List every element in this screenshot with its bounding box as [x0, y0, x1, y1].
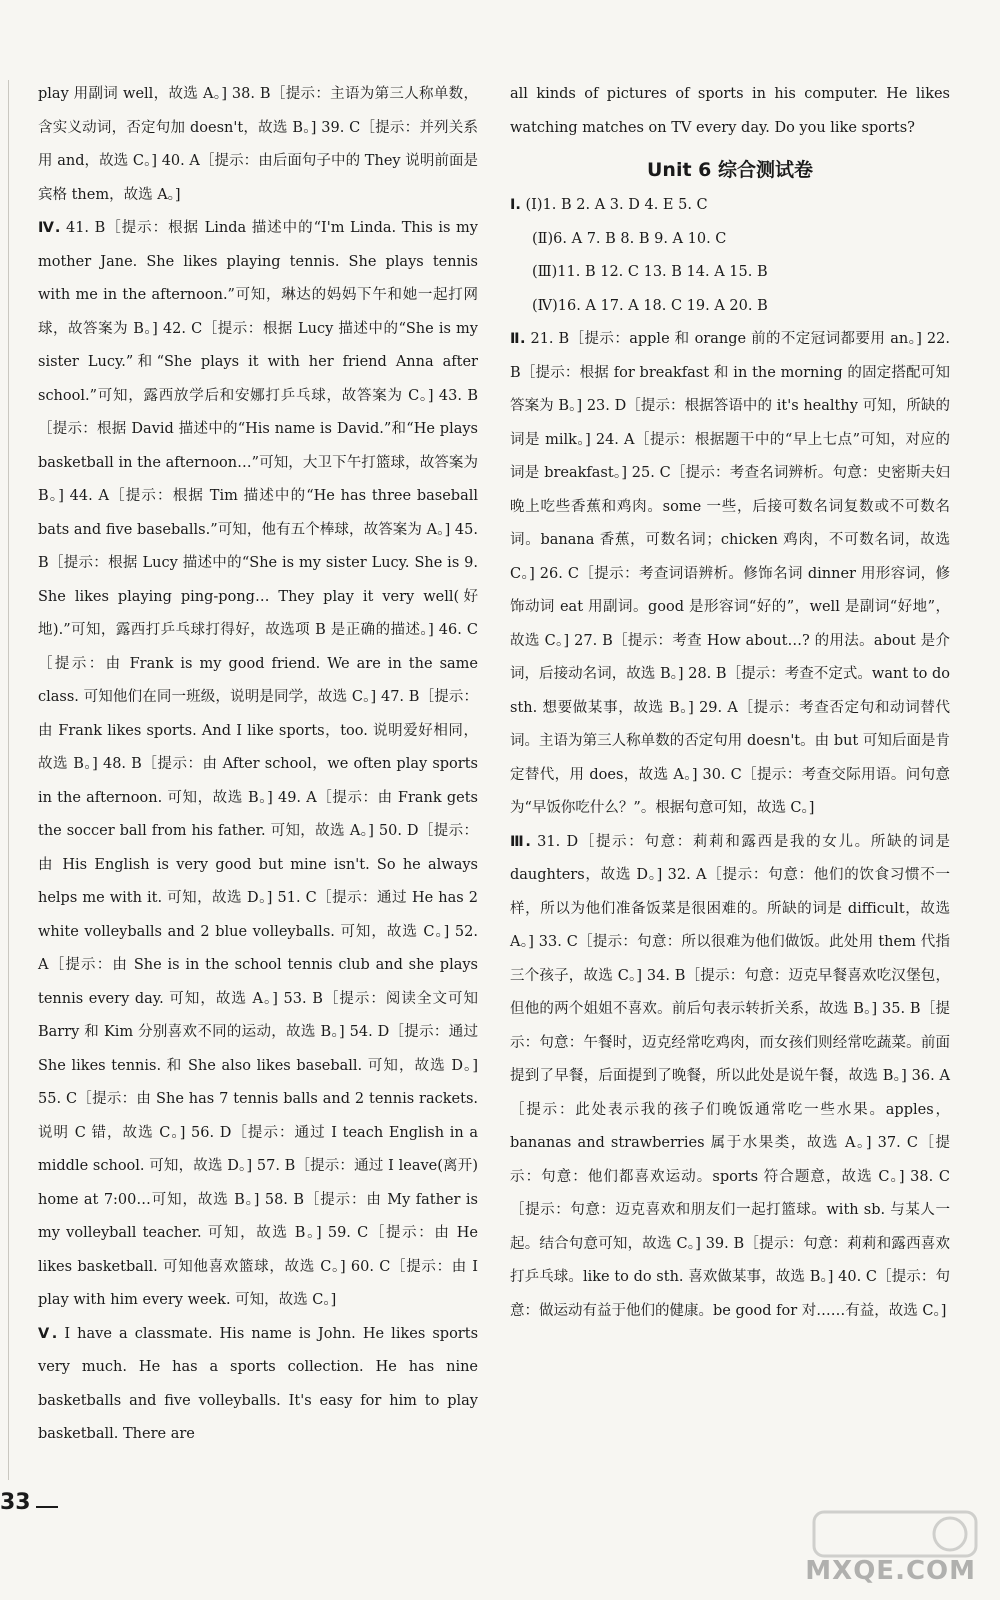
answer-block-31-40: 31. D［提示：句意：莉莉和露西是我的女儿。所缺的词是 daughters，故选 D。] 32. A［提示：句意：他们的饮食习惯不一样，所以为他们准备饭菜是很困难的。所缺的词是 difficult，故选 A。] 33. C［提示：句意：所以很难为他们做饭。此处用 them 代指三个孩子，故选 C。] 34. B［提示：句意：迈克早餐喜欢吃汉堡包，但他的两个姐姐不喜欢。前后句表示转折关系，故选 B。] 35. B［提示：句意：午餐时，迈克经常吃鸡肉，而女孩们则经常吃蔬菜。前面提到了早餐，后面提到了晚餐，所以此处是说午餐，故选 B。] 36. A［提示：此处表示我的孩子们晚饭通常吃一些水果。apples，bananas and strawberries 属于水果类，故选 A。] 37. C［提示：句意：他们都喜欢运动。sports 符合题意，故选 C。] 38. C［提示：句意：迈克喜欢和朋友们一起打篮球。with sb. 与某人一起。结合句意可知，故选 C。] 39. B［提示：句意：莉莉和露西喜欢打乒乓球。like to do sth. 喜欢做某事，故选 B。] 40. C［提示：句意：做运动有益于他们的健康。be good for 对……有益，故选 C。] — [510, 833, 951, 1319]
section-ii-label: Ⅱ. — [510, 331, 526, 347]
section-iv-label: Ⅳ. — [38, 220, 61, 236]
section-v-label: Ⅴ. — [38, 1325, 58, 1342]
answer-block-38-40: play 用副词 well，故选 A。] 38. B［提示：主语为第三人称单数，含实义动词，否定句加 doesn't，故选 B。] 39. C［提示：并列关系用 and，故选 C。] 40. A［提示：由后面句子中的 They 说明前面是宾格 them，故选 A。] — [38, 86, 478, 203]
left-column — [38, 78, 478, 1452]
answer-block-21-30: 21. B［提示：apple 和 orange 前的不定冠词都要用 an。] 22. B［提示：根据 for breakfast 和 in the morning 的固定搭配可知答案为 B。] 23. D［提示：根据答语中的 it's healthy 可知，所缺的词是 milk。] 24. A［提示：根据题干中的“早上七点”可知，对应的词是 breakfast。] 25. C［提示：考查名词辨析。句意：史密斯夫妇晚上吃些香蕉和鸡肉。some 一些，后接可数名词复数或不可数名词。banana 香蕉，可数名词；chicken 鸡肉，不可数名词，故选 C。] 26. C［提示：考查词语辨析。修饰名词 dinner 用形容词，修饰动词 eat 用副词。good 是形容词“好的”，well 是副词“好地”，故选 C。] 27. B［提示：考查 How about…? 的用法。about 是介词，后接动名词，故选 B。] 28. B［提示：考查不定式。want to do sth. 想要做某事，故选 B。] 29. A［提示：考查否定句和动词替代词。主语为第三人称单数的否定句用 doesn't。由 but 可知后面是肯定替代，用 does，故选 A。] 30. C［提示：考查交际用语。问句意为“早饭你吃什么？”。根据句意可知，故选 C。] — [510, 331, 950, 816]
section-i-label: Ⅰ. — [510, 197, 521, 213]
writing-sample-continued: all kinds of pictures of sports in his computer. He likes watching matches on TV every day. Do you like sports? — [510, 86, 950, 136]
page-number-dash — [36, 1506, 58, 1508]
listening-row-4: (Ⅳ)16. A 17. A 18. C 19. A 20. B — [532, 297, 768, 314]
right-column — [510, 78, 950, 1328]
writing-sample: I have a classmate. His name is John. He likes sports very much. He has a sports collection. He has nine basketballs and five volleyballs. It's easy for him to play basketball. There are — [38, 1325, 479, 1442]
listening-row-3: (Ⅲ)11. B 12. C 13. B 14. A 15. B — [532, 264, 768, 280]
answer-block-41-60: 41. B［提示：根据 Linda 描述中的“I'm Linda. This is my mother Jane. She likes playing tennis. She plays tennis with me in the afternoon.”可知，琳达的妈妈下午和她一起打网球，故答案为 B。] 42. C［提示：根据 Lucy 描述中的“She is my sister Lucy.”和“She plays it with her friend Anna after school.”可知，露西放学后和安娜打乒乓球，故答案为 C。] 43. B［提示：根据 David 描述中的“His name is David.”和“He plays basketball in the afternoon…”可知，大卫下午打篮球，故答案为 B。] 44. A［提示：根据 Tim 描述中的“He has three baseball bats and five baseballs.”可知，他有五个棒球，故答案为 A。] 45. B［提示：根据 Lucy 描述中的“She is my sister Lucy. She is 9. She likes playing ping-pong… They play it very well(好地).”可知，露西打乒乓球打得好，故选项 B 是正确的描述。] 46. C［提示：由 Frank is my good friend. We are in the same class. 可知他们在同一班级，说明是同学，故选 C。] 47. B［提示：由 Frank likes sports. And I like sports，too. 说明爱好相同，故选 B。] 48. B［提示：由 After school，we often play sports in the afternoon. 可知，故选 B。] 49. A［提示：由 Frank gets the soccer ball from his father. 可知，故选 A。] 50. D［提示：由 His English is very good but mine isn't. So he always helps me with it. 可知，故选 D。] 51. C［提示：通过 He has 2 white volleyballs and 2 blue volleyballs. 可知，故选 C。] 52. A［提示：由 She is in the school tennis club and she plays tennis every day. 可知，故选 A。] 53. B［提示：阅读全文可知 Barry 和 Kim 分别喜欢不同的运动，故选 B。] 54. D［提示：通过 She likes tennis. 和 She also likes baseball. 可知，故选 D。] 55. C［提示：由 She has 7 tennis balls and 2 tennis rackets. 说明 C 错，故选 C。] 56. D［提示：通过 I teach English in a middle school. 可知，故选 D。] 57. B［提示：通过 I leave(离开) home at 7:00…可知，故选 B。] 58. B［提示：由 My father is my volleyball teacher. 可知，故选 B。] 59. C［提示：由 He likes basketball. 可知他喜欢篮球，故选 C。] 60. C［提示：由 I play with him every week. 可知，故选 C。] — [38, 220, 478, 1308]
listening-row-1: (Ⅰ)1. B 2. A 3. D 4. E 5. C — [525, 197, 708, 213]
section-heading: Unit 6 综合测试卷 — [647, 159, 813, 181]
watermark-text: MXQE.COM — [805, 1556, 976, 1586]
page-number: 33 — [0, 1490, 31, 1515]
listening-row-2: (Ⅱ)6. A 7. B 8. B 9. A 10. C — [532, 230, 727, 247]
section-iii-label: Ⅲ. — [510, 833, 531, 850]
column-rule — [8, 80, 9, 1480]
